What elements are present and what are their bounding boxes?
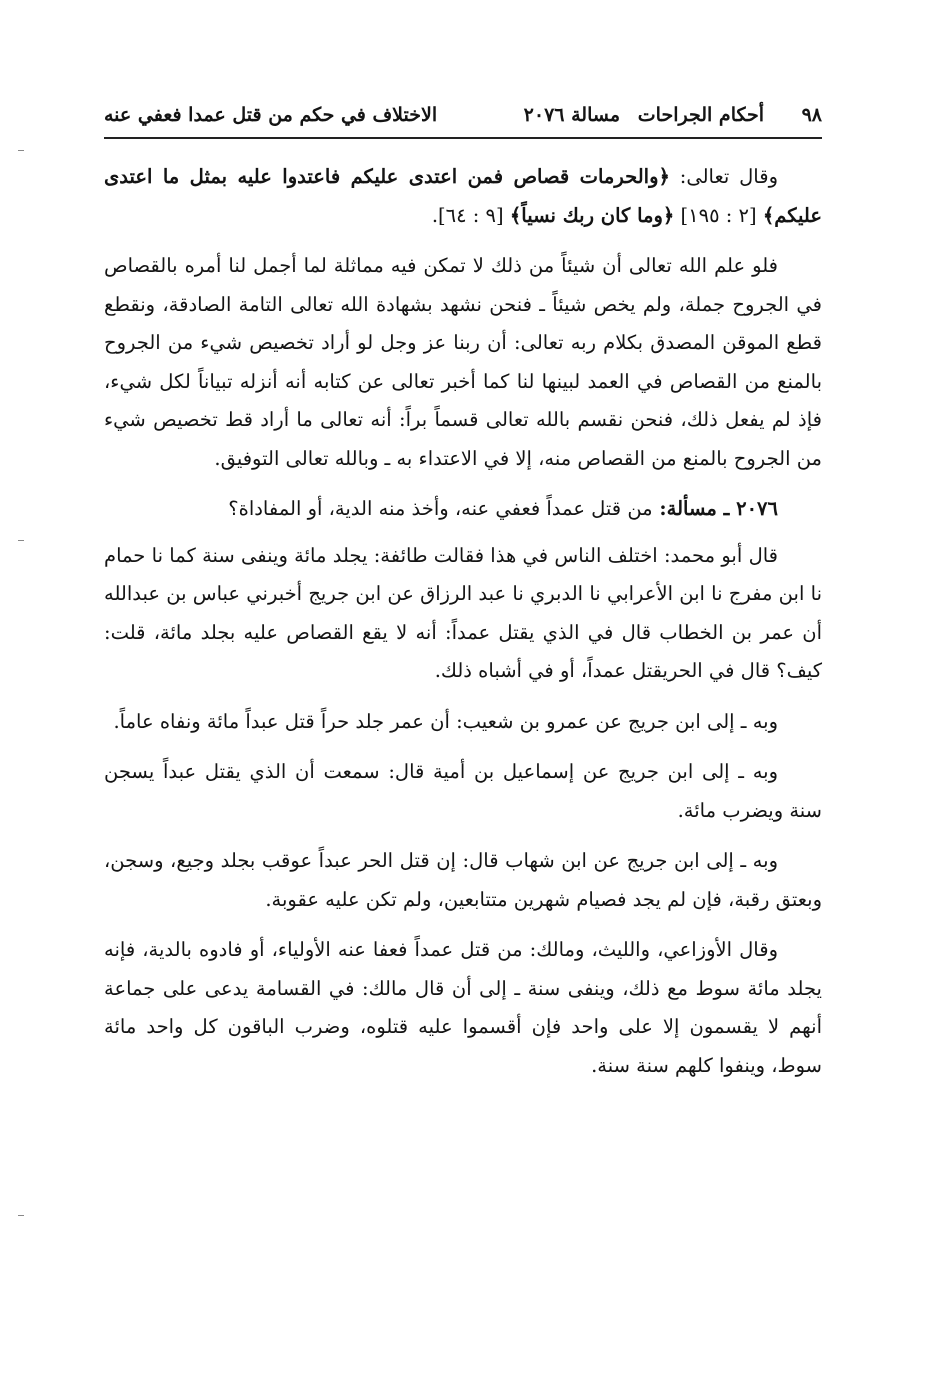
- margin-tick: [18, 150, 24, 151]
- page-number: ٩٨: [801, 104, 822, 126]
- text-segment: فلو علم الله تعالى أن شيئاً من ذلك لا تمكن فيه مماثلة لما أجمل لنا أمره بالقصاص في الجروح جملة، ولم يخص شيئاً ـ فنحن نشهد بشهادة الله تعالى التامة الصادقة، ونقطع قطع الموقن المصدق بكلام ربه تعالى: أن ربنا عز وجل لو أراد تخصيص شيء من الجروح بالمنع من القصاص في العمد لبينها لنا كما أخبر تعالى عن كتابه أنه أنزله تبياناً لكل شيء، فإذ لم يفعل ذلك، فنحن نقسم بالله تعالى قسماً براً: أنه تعالى ما أراد قط تخصيص شيء من الجروح بالمنع من القصاص منه، إلا في الاعتداء به ـ وبالله تعالى التوفيق.: [104, 254, 822, 470]
- issue-heading: [104, 490, 822, 529]
- paragraph: [104, 703, 822, 742]
- verse-reference: [٩ : ٦٤].: [431, 203, 510, 227]
- paragraph: [104, 158, 822, 235]
- verse-reference: [٢ : ١٩٥]: [674, 203, 763, 227]
- text-segment: وبه ـ إلى ابن جريج عن عمرو بن شعيب: أن عمر جلد حراً قتل عبداً مائة ونفاه عاماً.: [113, 709, 778, 733]
- margin-tick: [18, 540, 24, 541]
- margin-tick: [18, 1215, 24, 1216]
- section-topic: الاختلاف في حكم من قتل عمدا فعفي عنه: [104, 104, 438, 126]
- text-segment: وبه ـ إلى ابن جريج عن ابن شهاب قال: إن قتل الحر عبداً عوقب بجلد وجيع، وسجن، وبعتق رقبة، فإن لم يجد فصيام شهرين متتابعين، ولم تكن عليه عقوبة.: [104, 849, 822, 911]
- running-header: [104, 96, 822, 136]
- book-title: أحكام الجراحات: [637, 104, 764, 126]
- paragraph: [104, 842, 822, 919]
- paragraph: [104, 537, 822, 691]
- paragraph: [104, 247, 822, 478]
- issue-number: مسالة ٢٠٧٦: [523, 104, 620, 126]
- text-segment: وقال الأوزاعي، والليث، ومالك: من قتل عمداً فعفا عنه الأولياء، أو فادوه بالدية، فإنه يجلد مائة سوط مع ذلك، وينفى سنة ـ إلى أن قال مالك: في القسامة يدعى على جماعة أنهم لا يقسمون إلا على واحد فإن أقسموا عليه قتلوه، وضرب الباقون كل واحد مائة سوط، وينفوا كلهم سنة سنة.: [104, 938, 822, 1077]
- text-segment: وقال تعالى:: [669, 165, 778, 188]
- quran-verse: ﴿والحرمات قصاص فمن اعتدى عليكم فاعتدوا عليه بمثل ما اعتدى عليكم﴾: [104, 165, 822, 227]
- issue-question: من قتل عمداً فعفي عنه، وأخذ منه الدية، أو المفاداة؟: [228, 497, 653, 520]
- header-rule: [104, 137, 822, 139]
- quran-verse: ﴿وما كان ربك نسياً﴾: [509, 203, 675, 227]
- text-segment: وبه ـ إلى ابن جريج عن إسماعيل بن أمية قال: سمعت أن الذي يقتل عبداً يسجن سنة ويضرب مائة.: [104, 760, 822, 822]
- paragraph: [104, 753, 822, 830]
- page-body: [104, 158, 822, 1097]
- issue-label: ٢٠٧٦ ـ مسألة:: [652, 497, 778, 520]
- text-segment: قال أبو محمد: اختلف الناس في هذا فقالت طائفة: يجلد مائة وينفى سنة كما نا حمام نا ابن مفرج نا ابن الأعرابي نا الدبري نا عبد الرزاق عن ابن جريج أخبرني عباس بن عبدالله أن عمر بن الخطاب قال في الذي يقتل عمداً: أنه لا يقع القصاص عليه بجلد مائة، قلت: كيف؟ قال في الحريقتل عمداً، أو في أشباه ذلك.: [104, 543, 822, 682]
- paragraph: [104, 931, 822, 1085]
